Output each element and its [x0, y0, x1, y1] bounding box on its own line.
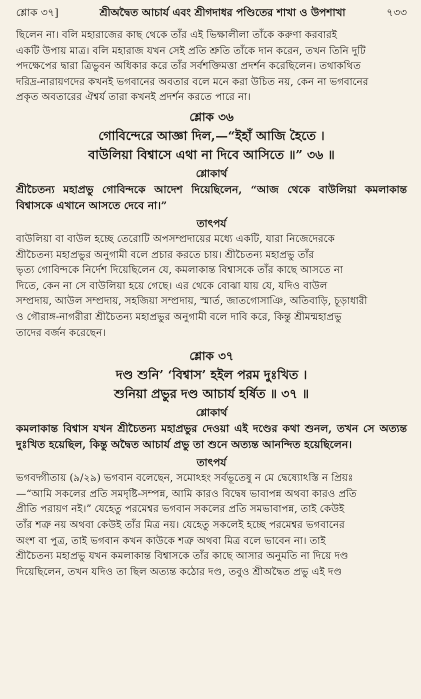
- verse-37-line: দণ্ড শুনি’ ‘বিশ্বাস’ হইল পরম দুঃখিত ।: [115, 367, 308, 383]
- verse-36-purport-label: তাৎপর্য: [196, 217, 227, 230]
- text-line: প্রকৃত অবতারের ঐশ্বর্য তারা কখনই প্রদর্শন করতে পারে না।: [16, 92, 251, 104]
- verse-37-translation: কমলাকান্ত বিশ্বাস যখন শ্রীচৈতন্য মহাপ্রভুর দেওয়া এই দণ্ডের কথা শুনল, তখন সে অত্যন্ত দুঃখিত হয়েছিল, কিন্তু অদ্বৈত আচার্য প্রভু তা শুনে অত্যন্ত আনন্দিত হয়েছিলেন।: [16, 423, 407, 452]
- text-line: একটি উপায় মাত্র। বলি মহারাজ যখন সেই প্রতি শ্রুতি তাঁকে দান করেন, তখন তিনি দুটি: [16, 45, 366, 57]
- text-line: দিতে, কেন না সে বাউলিয়া হয়ে গেছে। এর থেকে বোঝা যায় যে, যদিও বাউল: [16, 280, 328, 292]
- verse-37-translation-label: শ্লোকার্থ: [195, 407, 228, 420]
- verse-36-translation: শ্রীচৈতন্য মহাপ্রভু গোবিন্দকে আদেশ দিয়েছিলেন, “আজ থেকে বাউলিয়া কমলাকান্ত বিশ্বাসকে এখানে আসতে দেবে না।”: [16, 183, 407, 212]
- verse-36-line: গোবিন্দেরে আজ্ঞা দিল,—“ইহাঁ আজি হৈতে ।: [98, 127, 325, 143]
- verse-37-line: শুনিয়া প্রভুর দণ্ড আচার্য হর্ষিত ॥ ৩৭ ॥: [114, 386, 309, 402]
- text-line: দিয়েছিলেন, তখন যদিও তা ছিল অত্যন্ত কঠোর দণ্ড, তবুও শ্রীঅদ্বৈত প্রভু এই দণ্ড: [16, 566, 342, 578]
- header-chapter-title: শ্রীঅদ্বৈত আচার্য এবং শ্রীগদাধর পণ্ডিতের শাখা ও উপশাখা: [99, 7, 346, 19]
- text-line: শ্রীচৈতন্য মহাপ্রভুর অনুগামী বলে প্রচার করতে চায়। শ্রীচৈতন্য মহাপ্রভু তাঁর: [16, 249, 315, 261]
- verse-36-heading: শ্লোক ৩৬: [189, 109, 234, 124]
- text-line: শ্রীচৈতন্য মহাপ্রভু যখন কমলাকান্ত বিশ্বাসকে তাঁর কাছে আসার অনুমতি না দিয়ে দণ্ড: [16, 551, 349, 563]
- text-line: সম্প্রদায়, আউল সম্প্রদায়, সহজিয়া সম্প্রদায়, স্মার্ত, জাতগোসাঞি, অতিবাড়ি, চূড়াধারী: [16, 296, 368, 308]
- header-verse-ref: শ্লোক ৩৭]: [16, 7, 59, 19]
- verse-36-purport: [16, 232, 407, 341]
- verse-37-heading: শ্লোক ৩৭: [189, 349, 234, 364]
- text-line: তাদের বর্জন করেছেন।: [16, 327, 106, 339]
- text-line: বাউলিয়া বা বাউল হচ্ছে তেরোটি অপসম্প্রদায়ের মধ্যে একটি, যারা নিজেদেরকে: [16, 233, 335, 245]
- page-number: ৭৩৩: [386, 7, 407, 19]
- text-line: ও গৌরাঙ্গ-নাগরীরা শ্রীচৈতন্য মহাপ্রভুর অনুগামী বলে দাবি করে, কিন্তু শ্রীমন্মহাপ্রভু: [16, 311, 342, 323]
- verse-37-purport-label: তাৎপর্য: [196, 457, 227, 470]
- running-header: [16, 6, 407, 24]
- text-line: অংশ বা পুত্র, তাই ভগবান কখন কাউকে শত্রু অথবা মিত্র বলে ভাবেন না। তাই: [16, 535, 326, 547]
- top-purport: [16, 28, 407, 106]
- verse-36-translation-label: শ্লোকার্থ: [195, 167, 228, 180]
- text-line: ভগবদ্গীতায় (৯/২৯) ভগবান বলেছেন, সমোঽহং সর্বভূতেষু ন মে দ্বেষ্যোঽস্তি ন প্রিয়ঃ: [16, 473, 354, 485]
- verse-37-purport: [16, 471, 407, 580]
- text-line: পদক্ষেপের দ্বারা ত্রিভুবন অধিকার করে তাঁর সর্বশক্তিমত্তা প্রদর্শন করেছিলেন। তথাকথিত: [16, 61, 361, 73]
- text-line: ভৃত্য গোবিন্দকে নির্দেশ দিয়েছিলেন যে, কমলাকান্ত বিশ্বাসকে তাঁর কাছে আসতে না: [16, 265, 343, 277]
- verse-36-line: বাউলিয়া বিশ্বাসে এথা না দিবে আসিতে ॥” ৩৬ ॥: [88, 146, 335, 162]
- text-line: ছিলেন না। বলি মহারাজের কাছ থেকে তাঁর এই ভিক্ষালীলা তাঁকে করুণা করবারই: [16, 30, 338, 41]
- text-line: তাঁর শত্রু নয় অথবা কেউই তাঁর মিত্র নয়। যেহেতু সকলেই হচ্ছে পরমেশ্বর ভগবানের: [16, 519, 345, 531]
- text-line: —“আমি সকলের প্রতি সমদৃষ্টি-সম্পন্ন, আমি কারও বিদ্বেষ ভাবাপন্ন অথবা কারও প্রতি: [16, 488, 357, 500]
- text-line: প্রীতি পরায়ণ নই।” যেহেতু পরমেশ্বর ভগবান সকলের প্রতি সমভাবাপন্ন, তাই কেউই: [16, 504, 345, 516]
- text-line: দরিদ্র-নারায়ণদের কখনই ভগবানের অবতার বলে মনে করা উচিত নয়, কেন না ভগবানের: [16, 76, 369, 88]
